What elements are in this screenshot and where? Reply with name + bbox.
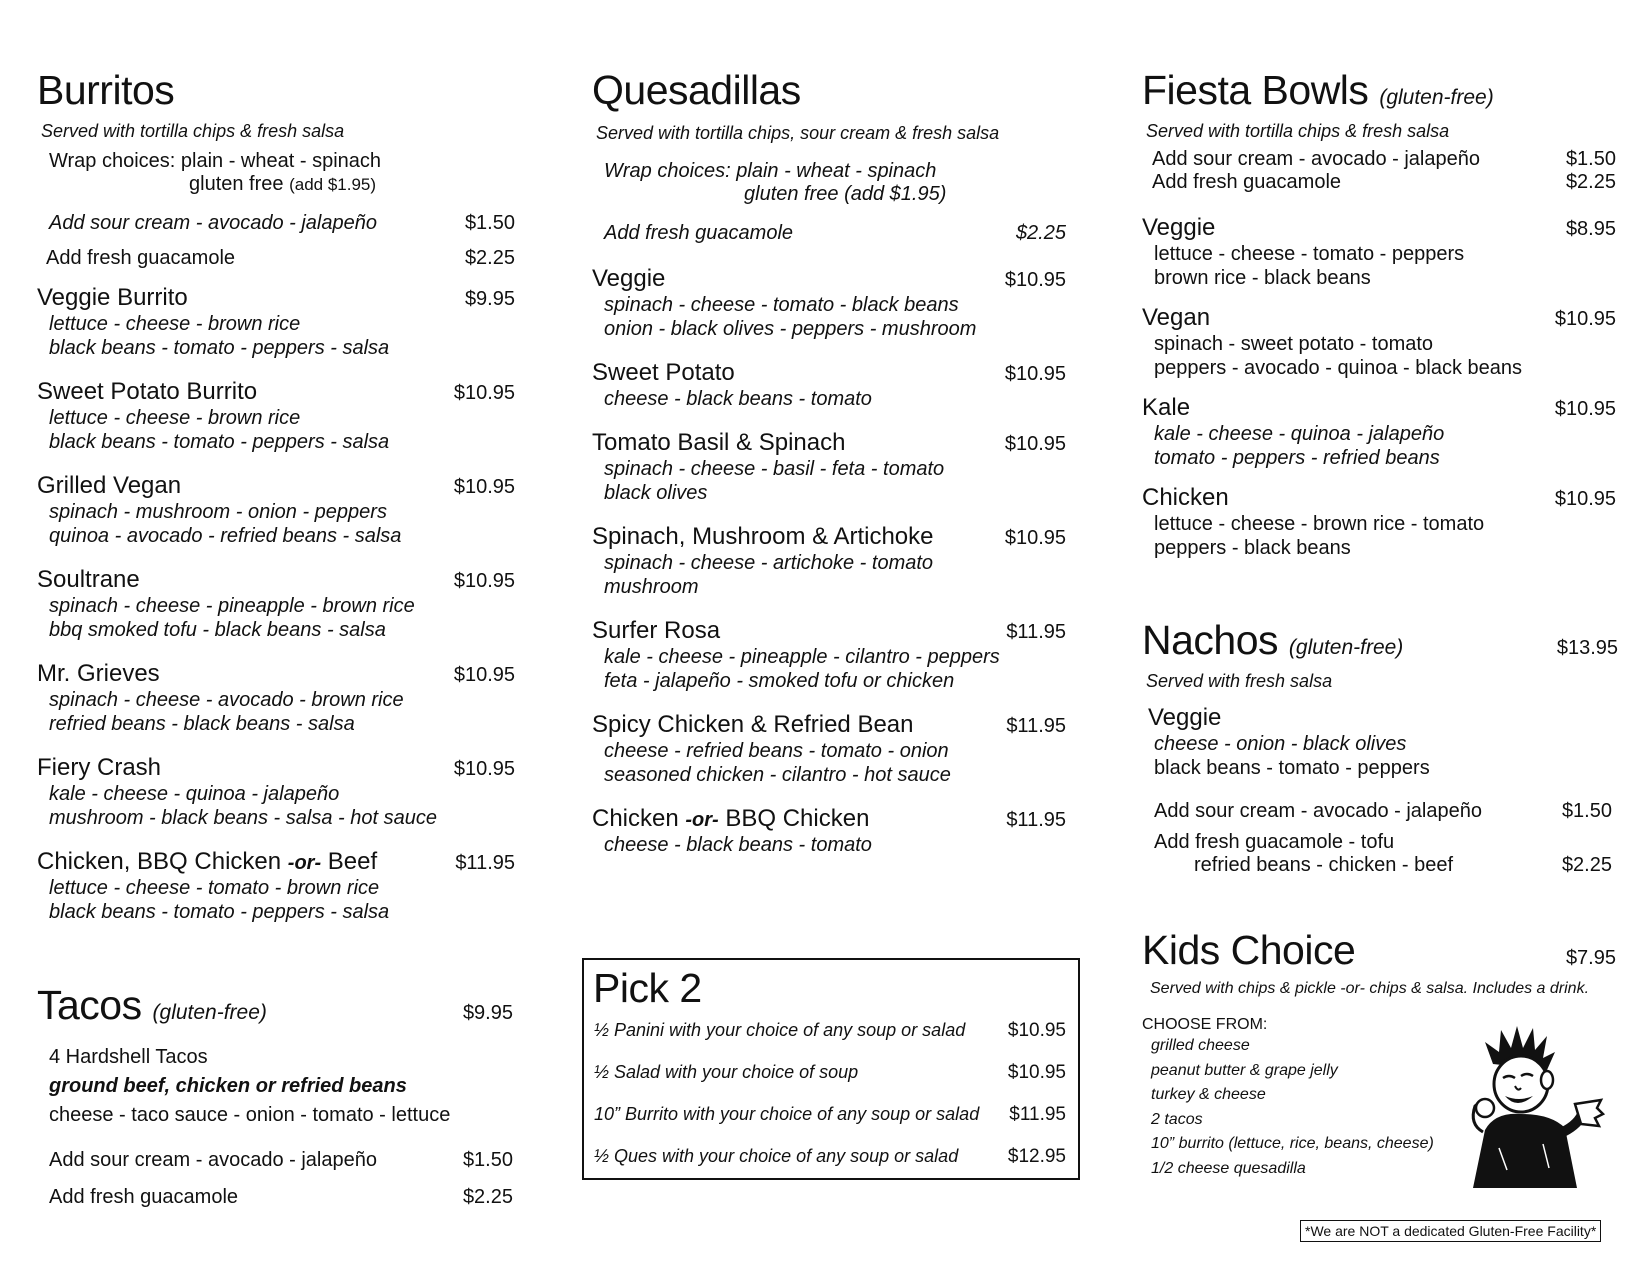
- item-desc: cheese - black beans - tomato: [604, 834, 872, 856]
- item-price: $11.95: [1006, 715, 1066, 737]
- addon-label: Add fresh guacamole: [1152, 171, 1342, 193]
- item-name: Vegan: [1142, 304, 1211, 331]
- pick2-row: [594, 1062, 1066, 1084]
- item-desc: lettuce - cheese - tomato - brown rice: [49, 877, 380, 899]
- pick2-title: Pick 2: [593, 965, 702, 1011]
- menu-item: [37, 284, 517, 360]
- menu-item: [592, 429, 1068, 505]
- menu-item: [1142, 214, 1618, 290]
- burritos-gluten-free-price: (add $1.95): [289, 175, 377, 194]
- tacos-section: [37, 982, 513, 1209]
- addon-label: Add fresh guacamole: [46, 247, 236, 269]
- item-name: Surfer Rosa: [592, 617, 721, 644]
- item-desc: onion - black olives - peppers - mushroom: [604, 318, 977, 340]
- menu-item: [592, 359, 1068, 411]
- item-desc: peppers - black beans: [1154, 537, 1351, 559]
- nachos-addon: [1142, 800, 1618, 823]
- item-price: $10.95: [1004, 527, 1066, 549]
- pick2-price: $10.95: [1007, 1062, 1066, 1083]
- addon-price: $2.25: [464, 247, 515, 269]
- item-price: $10.95: [1554, 488, 1616, 510]
- tacos-addon: [37, 1186, 513, 1209]
- nachos-title: Nachos (gluten-free): [1142, 617, 1404, 663]
- burritos-section: [37, 67, 517, 924]
- kids-option: 10” burrito (lettuce, rice, beans, cheese): [1151, 1135, 1434, 1152]
- item-desc: lettuce - cheese - brown rice: [49, 313, 301, 335]
- item-price: $10.95: [1554, 398, 1616, 420]
- item-desc: spinach - cheese - avocado - brown rice: [49, 689, 404, 711]
- burritos-wrap-line2: [37, 173, 517, 196]
- burritos-addon: [37, 247, 517, 270]
- kids-option: peanut butter & grape jelly: [1151, 1061, 1338, 1079]
- item-price: $8.95: [1565, 218, 1616, 240]
- kids-option: 1/2 cheese quesadilla: [1151, 1159, 1306, 1177]
- fiesta-addon: [1142, 171, 1618, 194]
- nachos-addon: [1142, 831, 1618, 877]
- item-desc: kale - cheese - quinoa - jalapeño: [49, 783, 340, 805]
- addon-price: $2.25: [1561, 854, 1612, 876]
- item-name: Mr. Grieves: [37, 660, 160, 687]
- item-price: $11.95: [1006, 809, 1066, 831]
- item-name: Chicken: [1142, 484, 1229, 511]
- item-price: $10.95: [453, 758, 515, 780]
- nachos-veggie-name: Veggie: [1148, 704, 1222, 731]
- gluten-free-notice: *We are NOT a dedicated Gluten-Free Facility*: [1300, 1220, 1601, 1242]
- item-name: Chicken -or- BBQ Chicken: [592, 805, 870, 832]
- tacos-price: $9.95: [462, 1002, 513, 1024]
- kid-illustration: [1455, 1020, 1605, 1188]
- addon-label: Add fresh guacamole: [49, 1186, 239, 1208]
- menu-item: [37, 848, 517, 924]
- item-price: $10.95: [453, 476, 515, 498]
- item-name: Veggie: [1142, 214, 1216, 241]
- quesadillas-served: Served with tortilla chips, sour cream & fresh salsa: [596, 123, 1000, 143]
- pick2-row: [594, 1020, 1066, 1042]
- item-desc: peppers - avocado - quinoa - black beans: [1154, 357, 1523, 379]
- pick2-row: [594, 1146, 1066, 1168]
- menu-item: [1142, 394, 1618, 470]
- item-desc: cheese - onion - black olives: [1154, 733, 1407, 755]
- item-desc: black beans - tomato - peppers: [1154, 757, 1430, 779]
- menu-item: [1142, 484, 1618, 560]
- menu-item: [37, 660, 517, 736]
- item-desc: lettuce - cheese - brown rice: [49, 407, 301, 429]
- item-name: Soultrane: [37, 566, 140, 593]
- kids-price: $7.95: [1565, 947, 1616, 969]
- menu-item: [37, 472, 517, 548]
- item-name: Veggie Burrito: [37, 284, 188, 311]
- kids-option: 2 tacos: [1151, 1110, 1203, 1128]
- gluten-free-note: (gluten-free): [1288, 636, 1404, 659]
- item-desc: quinoa - avocado - refried beans - salsa: [49, 525, 402, 547]
- tacos-line2: ground beef, chicken or refried beans: [49, 1075, 407, 1097]
- item-price: $10.95: [1554, 308, 1616, 330]
- gluten-free-note: (gluten-free): [152, 1001, 267, 1024]
- kids-choose: CHOOSE FROM:: [1142, 1016, 1268, 1033]
- item-desc: feta - jalapeño - smoked tofu or chicken: [604, 670, 955, 692]
- item-name: Fiery Crash: [37, 754, 162, 781]
- gluten-free-note: (gluten-free): [1379, 86, 1494, 109]
- fiesta-section: [1142, 67, 1618, 560]
- quesadillas-addon: [592, 222, 1068, 245]
- item-name: Tomato Basil & Spinach: [592, 429, 846, 456]
- item-price: $10.95: [1004, 363, 1066, 385]
- item-desc: spinach - cheese - artichoke - tomato: [604, 552, 934, 574]
- item-price: $9.95: [464, 288, 515, 310]
- item-price: $11.95: [1006, 621, 1066, 643]
- addon-label: Add sour cream - avocado - jalapeño: [49, 212, 377, 234]
- menu-item: [37, 754, 517, 830]
- item-name: Chicken, BBQ Chicken -or- Beef: [37, 848, 378, 875]
- item-desc: spinach - cheese - basil - feta - tomato: [604, 458, 945, 480]
- item-desc: spinach - cheese - pineapple - brown rice: [49, 595, 415, 617]
- kids-option: grilled cheese: [1151, 1037, 1250, 1054]
- addon-price: $2.25: [462, 1186, 513, 1208]
- kids-option: turkey & cheese: [1151, 1086, 1266, 1103]
- pick2-price: $11.95: [1009, 1104, 1066, 1125]
- pick2-price: $10.95: [1007, 1020, 1066, 1041]
- pick2-label: ½ Panini with your choice of any soup or salad: [594, 1020, 966, 1040]
- item-desc: spinach - cheese - tomato - black beans: [604, 294, 959, 316]
- item-price: $11.95: [455, 852, 515, 874]
- tacos-line1: 4 Hardshell Tacos: [49, 1046, 208, 1068]
- menu-item: [37, 566, 517, 642]
- quesadillas-wrap-line1: Wrap choices: plain - wheat - spinach: [604, 160, 937, 182]
- item-desc: spinach - sweet potato - tomato: [1154, 333, 1434, 355]
- item-desc: cheese - refried beans - tomato - onion: [604, 740, 949, 762]
- item-desc: kale - cheese - quinoa - jalapeño: [1154, 423, 1445, 445]
- quesadillas-wrap-line2: gluten free (add $1.95): [744, 183, 947, 205]
- addon-label: Add fresh guacamole: [604, 222, 794, 244]
- kids-served: Served with chips & pickle -or- chips & salsa. Includes a drink.: [1150, 980, 1590, 997]
- item-desc: bbq smoked tofu - black beans - salsa: [49, 619, 386, 641]
- nachos-section: [1142, 617, 1618, 877]
- burritos-wrap-line1: Wrap choices: plain - wheat - spinach: [49, 150, 382, 172]
- item-desc: lettuce - cheese - brown rice - tomato: [1154, 513, 1485, 535]
- menu-item: [592, 711, 1068, 787]
- pick2-price: $12.95: [1007, 1146, 1066, 1167]
- kids-title: Kids Choice: [1142, 927, 1356, 973]
- menu-item: [592, 805, 1068, 857]
- pick2-box: [582, 958, 1080, 1180]
- addon-price: $1.50: [462, 1149, 513, 1171]
- pick2-label: ½ Salad with your choice of soup: [594, 1062, 859, 1082]
- fiesta-addon: [1142, 148, 1618, 171]
- addon-label: Add fresh guacamole - tofu: [1154, 831, 1395, 853]
- item-name: Kale: [1142, 394, 1191, 421]
- burritos-served: Served with tortilla chips & fresh salsa: [41, 121, 345, 141]
- menu-item: [592, 617, 1068, 693]
- addon-label: Add sour cream - avocado - jalapeño: [1152, 148, 1480, 170]
- burritos-addon: [37, 212, 517, 235]
- pick2-label: 10” Burrito with your choice of any soup or salad: [594, 1104, 980, 1124]
- addon-price: $1.50: [464, 212, 515, 234]
- item-name: Grilled Vegan: [37, 472, 182, 499]
- item-desc: lettuce - cheese - tomato - peppers: [1154, 243, 1465, 265]
- nachos-served: Served with fresh salsa: [1146, 671, 1333, 691]
- item-desc: tomato - peppers - refried beans: [1154, 447, 1440, 469]
- item-price: $10.95: [453, 570, 515, 592]
- item-desc: brown rice - black beans: [1154, 267, 1371, 289]
- tacos-title: Tacos (gluten-free): [37, 982, 267, 1028]
- item-name: Sweet Potato Burrito: [37, 378, 258, 405]
- addon-label: Add sour cream - avocado - jalapeño: [49, 1149, 377, 1171]
- menu-item: [592, 523, 1068, 599]
- menu-item: [37, 378, 517, 454]
- item-desc: mushroom - black beans - salsa - hot sauce: [49, 807, 437, 829]
- item-price: $10.95: [1004, 269, 1066, 291]
- item-desc: cheese - black beans - tomato: [604, 388, 872, 410]
- item-name: Spinach, Mushroom & Artichoke: [592, 523, 934, 550]
- item-price: $10.95: [453, 664, 515, 686]
- item-desc: spinach - mushroom - onion - peppers: [49, 501, 387, 523]
- pick2-row: [594, 1104, 1066, 1126]
- fiesta-title: Fiesta Bowls (gluten-free): [1142, 67, 1494, 113]
- item-desc: mushroom: [604, 576, 699, 598]
- addon-price: $2.25: [1565, 171, 1616, 193]
- item-desc: black beans - tomato - peppers - salsa: [49, 337, 390, 359]
- addon-price: $1.50: [1561, 800, 1612, 822]
- addon-price: $2.25: [1015, 222, 1066, 244]
- item-name: Spicy Chicken & Refried Bean: [592, 711, 914, 738]
- nachos-price: $13.95: [1556, 637, 1618, 659]
- fiesta-served: Served with tortilla chips & fresh salsa: [1146, 121, 1450, 141]
- addon-price: $1.50: [1565, 148, 1616, 170]
- quesadillas-title: Quesadillas: [592, 67, 801, 113]
- item-desc: kale - cheese - pineapple - cilantro - peppers: [604, 646, 1000, 668]
- addon-label: Add sour cream - avocado - jalapeño: [1154, 800, 1482, 822]
- menu-item: [1142, 304, 1618, 380]
- tacos-addon: [37, 1149, 513, 1172]
- item-name: Sweet Potato: [592, 359, 735, 386]
- item-desc: black beans - tomato - peppers - salsa: [49, 901, 390, 923]
- addon-label: refried beans - chicken - beef: [1194, 854, 1454, 876]
- item-desc: black olives: [604, 482, 708, 504]
- item-desc: seasoned chicken - cilantro - hot sauce: [604, 764, 951, 786]
- item-name: Veggie: [592, 265, 666, 292]
- item-price: $10.95: [453, 382, 515, 404]
- burritos-title: Burritos: [37, 67, 175, 113]
- menu-item: [592, 265, 1068, 341]
- quesadillas-section: [592, 67, 1068, 857]
- item-price: $10.95: [1004, 433, 1066, 455]
- item-desc: black beans - tomato - peppers - salsa: [49, 431, 390, 453]
- item-desc: refried beans - black beans - salsa: [49, 713, 355, 735]
- tacos-line3: cheese - taco sauce - onion - tomato - lettuce: [49, 1104, 451, 1126]
- pick2-label: ½ Ques with your choice of any soup or salad: [594, 1146, 959, 1166]
- burritos-gluten-free: gluten free: [189, 173, 284, 195]
